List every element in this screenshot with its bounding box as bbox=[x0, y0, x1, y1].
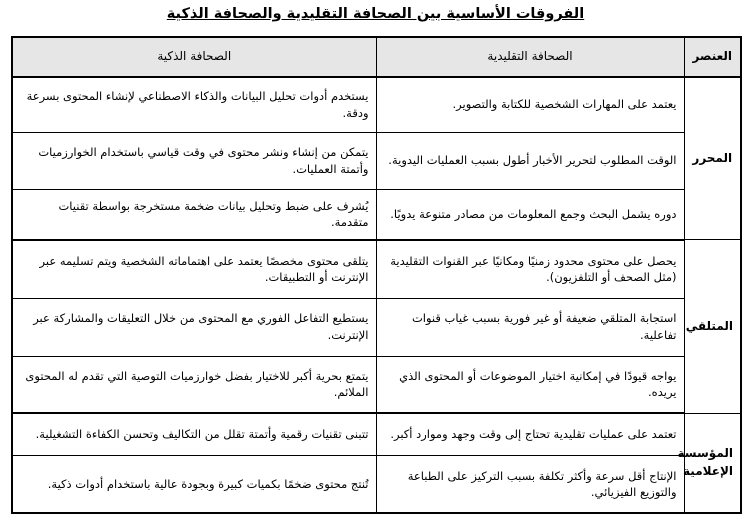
table-row bbox=[12, 356, 741, 413]
cell-traditional: دوره يشمل البحث وجمع المعلومات من مصادر متنوعة يدويًا. bbox=[376, 189, 684, 240]
cell-smart: تُنتج محتوى ضخمًا بكميات كبيرة وبجودة عالية باستخدام أدوات ذكية. bbox=[12, 456, 376, 513]
table-row bbox=[12, 132, 741, 189]
comparison-table bbox=[11, 36, 742, 514]
table-row bbox=[12, 298, 741, 356]
cell-traditional: تعتمد على عمليات تقليدية تحتاج إلى وقت وجهد وموارد أكبر. bbox=[376, 413, 684, 456]
cell-traditional: يواجه قيودًا في إمكانية اختيار الموضوعات أو المحتوى الذي يريده. bbox=[376, 356, 684, 413]
cell-smart: يتمتع بحرية أكبر للاختيار بفضل خوارزميات التوصية التي تقدم له المحتوى الملائم. bbox=[12, 356, 376, 413]
cell-smart: تتبنى تقنيات رقمية وأتمتة تقلل من التكاليف وتحسن الكفاءة التشغيلية. bbox=[12, 413, 376, 456]
cell-traditional: الإنتاج أقل سرعة وأكثر تكلفة بسبب التركيز على الطباعة والتوزيع الفيزيائي. bbox=[376, 456, 684, 513]
header-smart: الصحافة الذكية bbox=[12, 37, 376, 77]
category-media-institution: المؤسسة الإعلامية bbox=[684, 413, 741, 513]
table-row bbox=[12, 413, 741, 456]
table-header-row bbox=[12, 37, 741, 77]
table-row bbox=[12, 456, 741, 513]
cell-smart: يتلقى محتوى مخصصًا يعتمد على اهتماماته الشخصية ويتم تسليمه عبر الإنترنت أو التطبيقات. bbox=[12, 240, 376, 298]
document-title: الفروقات الأساسية بين الصحافة التقليدية والصحافة الذكية bbox=[166, 6, 585, 22]
cell-smart: يُشرف على ضبط وتحليل بيانات ضخمة مستخرجة بواسطة تقنيات متقدمة. bbox=[12, 189, 376, 240]
cell-traditional: يعتمد على المهارات الشخصية للكتابة والتصوير. bbox=[376, 77, 684, 132]
header-traditional: الصحافة التقليدية bbox=[376, 37, 684, 77]
table-row bbox=[12, 77, 741, 132]
table-row bbox=[12, 189, 741, 240]
cell-smart: يستطيع التفاعل الفوري مع المحتوى من خلال التعليقات والمشاركة عبر الإنترنت. bbox=[12, 298, 376, 356]
category-editor: المحرر bbox=[684, 77, 741, 240]
cell-smart: يتمكن من إنشاء ونشر محتوى في وقت قياسي باستخدام الخوارزميات وأتمتة العمليات. bbox=[12, 132, 376, 189]
category-recipient: المتلقي bbox=[684, 240, 741, 413]
cell-traditional: استجابة المتلقي ضعيفة أو غير فورية بسبب غياب قنوات تفاعلية. bbox=[376, 298, 684, 356]
cell-traditional: يحصل على محتوى محدود زمنيًا ومكانيًا عبر القنوات التقليدية (مثل الصحف أو التلفزيون). bbox=[376, 240, 684, 298]
cell-traditional: الوقت المطلوب لتحرير الأخبار أطول بسبب العمليات اليدوية. bbox=[376, 132, 684, 189]
cell-smart: يستخدم أدوات تحليل البيانات والذكاء الاصطناعي لإنشاء المحتوى بسرعة ودقة. bbox=[12, 77, 376, 132]
header-element: العنصر bbox=[684, 37, 741, 77]
table-row bbox=[12, 240, 741, 298]
